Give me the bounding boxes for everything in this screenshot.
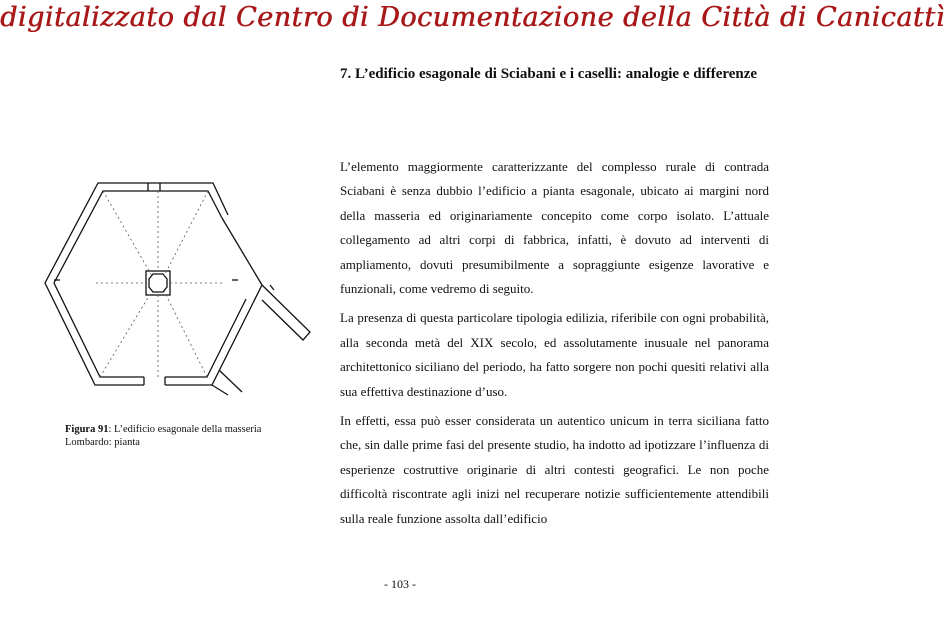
rib-sw — [100, 291, 152, 377]
figure-caption-text: : L’edificio esagonale della masseria Lombardo: pianta — [65, 424, 262, 448]
rib-nw — [103, 191, 152, 276]
right-wall-inner-line — [165, 299, 246, 377]
rib-ne — [164, 191, 208, 276]
annex-wall-b — [270, 285, 274, 290]
paragraph-1: L’elemento maggiormente caratterizzante del complesso rurale di contrada Sciabani è senza dubbio l’edificio a pianta esagonale, ubicato ai margini nord della masseria ed originariamente concepito come corpo isolato. L’attuale collegamento ad altri corpi di fabbrica, infatti, è dovuto ad interventi di ampliamento, dovuti presumibilmente a sopraggiunte esigenze lavorative e funzionali, come vedremo di seguito. — [340, 159, 769, 297]
annex-wall-a — [253, 285, 310, 340]
rib-se — [164, 291, 207, 377]
annex-wall-c — [222, 218, 262, 285]
body-text — [340, 155, 769, 536]
paragraph-2: La presenza di questa particolare tipologia edilizia, riferibile con ogni probabilità, alla seconda metà del XIX secolo, ed assolutamente inusuale nel panorama architettonico siciliano del periodo, ha fatto sorgere non pochi quesiti relativi alla sua effettiva destinazione d’uso. — [340, 310, 769, 399]
figure-caption — [65, 423, 305, 449]
central-pillar-octagon — [149, 274, 167, 292]
annex-wall-e — [219, 370, 242, 392]
watermark-banner: digitalizzato dal Centro di Documentazione della Città di Canicattì — [0, 2, 945, 33]
outer-wall-outer-line — [45, 183, 228, 385]
section-heading: 7. L’edificio esagonale di Sciabani e i caselli: analogie e differenze — [340, 66, 758, 82]
paragraph-3: In effetti, essa può esser considerata un autentico unicum in terra siciliana fatto che, sin dalle prime fasi del presente studio, ha indotto ad ipotizzare l’influenza di esperienze costruttive originarie di altri contesti geografici. Le non poche difficoltà riscontrate agli inizi nel recuperare notizie sufficientemente attendibili sulla reale funzione assolta dall’edificio — [340, 413, 769, 526]
hexagon-floor-plan — [40, 180, 315, 395]
page-number: - 103 - — [384, 577, 416, 591]
figure-label: Figura 91 — [65, 424, 109, 435]
annex-wall-d — [212, 385, 228, 395]
